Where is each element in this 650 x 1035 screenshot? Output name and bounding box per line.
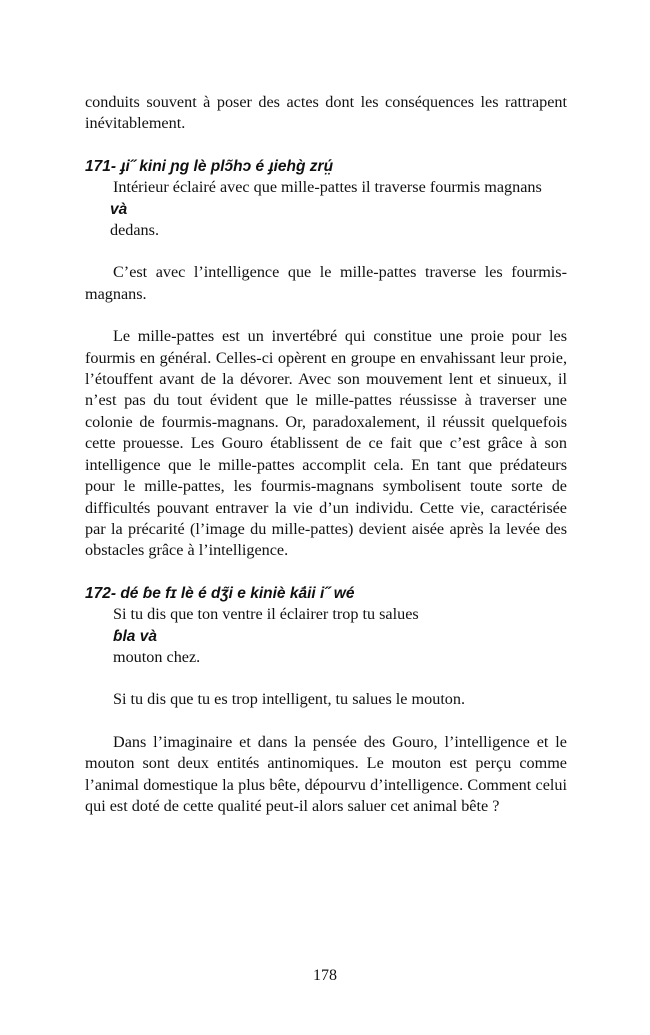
proverb-171-translation: C’est avec l’intelligence que le mille-pattes traverse les fourmis-magnans. bbox=[85, 263, 567, 303]
proverb-171-literal-line2: dedans. bbox=[110, 221, 159, 240]
proverb-171-heading: 171- ɟi˝ kini ɲg lè plɔ̃hɔ é ɟiehɡ̀ zrṳ́ bbox=[85, 157, 334, 175]
proverb-171-commentary: Le mille-pattes est un invertébré qui constitue une proie pour les fourmis en général. Celles-ci opèrent en groupe en envahissant leur proie, l’étouffent avant de la dévorer. Avec son mouvement lent et sinueux, il n’est pas du tout évident que le mille-pattes réussisse à traverser une colonie de fourmis-magnans. Or, paradoxalement, il réussit quelquefois cette prouesse. Les Gouro établissent de ce fait que c’est grâce à son intelligence que le mille-pattes accomplit cela. En tant que prédateurs pour le mille-pattes, les fourmis-magnans symbolisent toute sorte de difficultés pouvant entraver la vie d’un individu. Cette vie, caractérisée par la précarité (l’image du mille-pattes) devient aisée après la levée des obstacles grâce à l’intelligence. bbox=[85, 327, 567, 560]
proverb-172-heading: 172- dé ɓe fɪ lè é dʒ̃i e kiniè kā́ii i˝ wé bbox=[85, 584, 355, 602]
proverb-172-commentary: Dans l’imaginaire et dans la pensée des Gouro, l’intelligence et le mouton sont deux entités antinomiques. Le mouton est perçu comme l’animal domestique la plus bête, dépourvu d’intelligence. Comment celui qui est doté de cette qualité peut-il alors saluer cet animal bête ? bbox=[85, 732, 567, 815]
proverb-172-translation: Si tu dis que tu es trop intelligent, tu salues le mouton. bbox=[113, 690, 466, 709]
carryover-paragraph: conduits souvent à poser des actes dont les conséquences les rattrapent inévitablement. bbox=[85, 93, 567, 133]
proverb-172-literal-line1: Si tu dis que ton ventre il éclairer trop tu salues bbox=[113, 605, 419, 624]
proverb-171-literal-line1: Intérieur éclairé avec que mille-pattes il traverse fourmis magnans bbox=[113, 178, 542, 197]
page-body bbox=[85, 92, 567, 817]
page-number: 178 bbox=[313, 967, 337, 984]
proverb-172-literal-line2: mouton chez. bbox=[113, 647, 201, 666]
proverb-172-gloss: ɓla và bbox=[113, 627, 157, 645]
proverb-171-gloss: và bbox=[110, 200, 128, 218]
